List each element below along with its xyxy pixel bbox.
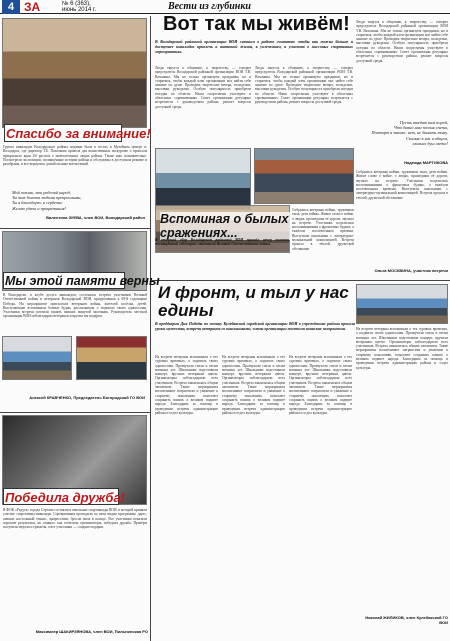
- vot-tak-body-1: Люди тянутся к общению, к творчеству, — говорит председатель Володарской районной организации ВОИ Т.В. Вахонина. Мы не только организуем праздники, но и стараемся, чтобы каждый член организации мог найти себе занятие по душе. Проводим творческие вечера, посиделки, выставки рукоделия. Особую популярность приобрели поездки по области. Наши спортсмены участвуют в областных соревнованиях. Совет организации регулярно встречается с руководством района, решает вопросы доступной среды.: [155, 66, 251, 109]
- memories-headline: Вспоминая о былых сражениях...: [160, 212, 289, 240]
- memories-lead: В вечерний сбор Володарской районной ВОИ прошёл вечер памяти, посвящённый годовщине окончания Великой Отечественной войны.: [155, 238, 290, 247]
- thanks-headline: Спасибо за внимание!: [6, 126, 151, 141]
- newspaper-logo: ЗА: [24, 0, 41, 14]
- column-divider: [150, 16, 151, 641]
- front-body-4: На встрече ветераны вспоминали о тех суровых временах, о подвигах своих однополчан. Прозвучали стихи и песни военных лет. Школьники подготовили концерт, вручили ветеранам цветы. Организаторы поблагодарили всех участников. Встреча закончилась общим чаепитием. Такие мероприятия воспитывают патриотизм и уважение к старшему поколению, помогают сохранить память о великом подвиге народа. Благодарим за помощь в проведении встречи администрацию района и отдел культуры.: [356, 327, 448, 370]
- vot-tak-signature: Надежда МАРТИКОВА: [404, 160, 448, 165]
- memory-body: В Володарске, в клубе досуга инвалидов, состоялась встреча участников Великой Отечественной войны и ветеранов Володарской ВОИ, приуроченная к 69-й годовщине Победы. На мероприятие пригласили ветеранов войны, жителей посёлка, детей. Выступающие вспоминали боевые будни, рассказывали о подвигах своих однополчан. Участники встречи почтили память павших минутой молчания. Руководитель местной организации ВОИ поблагодарил ветеранов и вручил им подарки.: [3, 293, 147, 319]
- group-photo: [2, 18, 147, 128]
- vot-tak-body-2: Люди тянутся к общению, к творчеству, — говорит председатель Володарской районной организации ВОИ Т.В. Вахонина. Мы не только организуем праздники, но и стараемся, чтобы каждый член организации мог найти себе занятие по душе. Проводим творческие вечера, посиделки, выставки рукоделия. Особую популярность приобрели поездки по области. Наши спортсмены участвуют в областных соревнованиях. Совет организации регулярно встречается с руководством района, решает вопросы доступной среды.: [255, 66, 353, 105]
- memory-signature: Алексей КРАВЧЕНКО, Председатель Богородской ГО ВОИ: [29, 395, 145, 400]
- memories-body-2: Собрались ветераны войны, труженики тыла, дети войны. Живое слово о войне, о людях, прошедших её дороги, звучало на встрече. Участники поделились воспоминаниями о фронтовых буднях, о тяжёлом послевоенном времени. Выступили школьники с литературно-музыкальной композицией. Встреча прошла в тёплой, дружеской обстановке.: [356, 170, 448, 200]
- friendship-body: В ФОК «Радуга» города Сергачи состоялись школьные спартакиады ВОИ, в которой приняли участие спортсмены-инвалиды. Соревнования проходили по пяти видам программы: дартс, шашки, настольный теннис, армрестлинг, бросок мяча в кольцо. Все участники показали хорошие результаты, но главное, как отметили организаторы, победила дружба. Призёры получили медали и грамоты, а все участники — сладкие подарки.: [3, 508, 147, 530]
- vot-tak-body-3: Люди тянутся к общению, к творчеству, — говорит председатель Володарской районной организации ВОИ Т.В. Вахонина. Мы не только организуем праздники, но и стараемся, чтобы каждый член организации мог найти себе занятие по душе. Проводим творческие вечера, посиделки, выставки рукоделия. Особую популярность приобрели поездки по области. Наши спортсмены участвуют в областных соревнованиях. Совет организации регулярно встречается с руководством района, решает вопросы доступной среды.: [356, 20, 448, 63]
- thanks-body: Группа инвалидов Володарского района недавно была в гостях в Музейном центре п. Володарск, где директор Т.Б. Пахолкова провела для воинственных экскурсию о прошлом прекрасного края. Её рассказ о замечательных людях района. Также наш познавательно. Посмотрели экспозиции, посвящённые истории района и обслужены в доступном режиме и разобраны, и все вернулись домой полные впечатлений.: [3, 145, 147, 167]
- front-headline: И фронт, и тыл у нас едины: [158, 283, 349, 320]
- memory-photo-2: [76, 336, 147, 380]
- vot-tak-poem: Пусть тведят нам порой, Что давно нам поэзия спета, Повторю я заново: нет, не бывать тому. Сколько в нас в общем, сколько душ света!: [371, 120, 448, 146]
- page-number: 4: [2, 0, 20, 14]
- vot-tak-headline: Вот так мы живём!: [163, 13, 350, 35]
- friendship-signature: Максимлер ШАКИРЗЯНОВА, член ВОИ, Пильнинская РО: [35, 629, 148, 634]
- front-body-2: На встрече ветераны вспоминали о тех суровых временах, о подвигах своих однополчан. Прозвучали стихи и песни военных лет. Школьники подготовили концерт, вручили ветеранам цветы. Организаторы поблагодарили всех участников. Встреча закончилась общим чаепитием. Такие мероприятия воспитывают патриотизм и уважение к старшему поколению, помогают сохранить память о великом подвиге народа. Благодарим за помощь в проведении встречи администрацию района и отдел культуры.: [222, 355, 285, 415]
- memory-photo-1: [2, 336, 72, 380]
- front-body-3: На встрече ветераны вспоминали о тех суровых временах, о подвигах своих однополчан. Прозвучали стихи и песни военных лет. Школьники подготовили концерт, вручили ветеранам цветы. Организаторы поблагодарили всех участников. Встреча закончилась общим чаепитием. Такие мероприятия воспитывают патриотизм и уважение к старшему поколению, помогают сохранить память о великом подвиге народа. Благодарим за помощь в проведении встречи администрацию района и отдел культуры.: [289, 355, 352, 415]
- section-divider: [152, 280, 450, 281]
- rubric-title: Вести из глубинки: [168, 1, 251, 12]
- section-divider: [0, 412, 150, 413]
- memories-signature: Ольга МОСКВИНА, участник встречи: [374, 268, 448, 273]
- front-photo: [356, 284, 448, 324]
- memory-headline: Мы этой памяти верны: [5, 274, 160, 288]
- friendship-headline: Победила дружба!: [5, 490, 126, 505]
- page-header: [0, 0, 450, 14]
- front-lead: В преддверии Дня Победы по почину Кулебакской городской организации ВОИ в учреждениях района прошли уроки мужества, встречи ветеранов со школьниками, члены организации посетили воинские захоронения.: [155, 321, 355, 331]
- pool-photo: [155, 148, 251, 210]
- issue-info: № 6 (363), июнь 2014 г.: [62, 1, 97, 13]
- memories-body-1: Собрались ветераны войны, труженики тыла, дети войны. Живое слово о войне, о людях, прошедших её дороги, звучало на встрече. Участники поделились воспоминаниями о фронтовых буднях, о тяжёлом послевоенном времени. Выступили школьники с литературно-музыкальной композицией. Встреча прошла в тёплой, дружеской обстановке.: [292, 208, 354, 251]
- front-signature: Николай ЖИЛИКОВ, член Кулебакской ГО ВОИ: [365, 615, 448, 625]
- vot-tak-lead: В Володарской районной организации ВОИ главным в работе считают: чтобы как можно больше и доступнее инвалидов привлечь к активной жизни, к увлечениям, к участию в массовых спортивных мероприятиях.: [155, 39, 353, 54]
- meeting-photo: [254, 148, 354, 204]
- thanks-poem: Мой земляк, мои рабочий народ, Ты так богата людьми прекрасными, Ты я благодарю, и сердечно Желаю удачи и процветания!: [12, 190, 82, 211]
- front-body-1: На встрече ветераны вспоминали о тех суровых временах, о подвигах своих однополчан. Прозвучали стихи и песни военных лет. Школьники подготовили концерт, вручили ветеранам цветы. Организаторы поблагодарили всех участников. Встреча закончилась общим чаепитием. Такие мероприятия воспитывают патриотизм и уважение к старшему поколению, помогают сохранить память о великом подвиге народа. Благодарим за помощь в проведении встречи администрацию района и отдел культуры.: [155, 355, 218, 415]
- thanks-signature: Валентина ЗУЕВА, член ВОИ, Володарский район: [46, 215, 145, 220]
- section-divider: [0, 228, 150, 229]
